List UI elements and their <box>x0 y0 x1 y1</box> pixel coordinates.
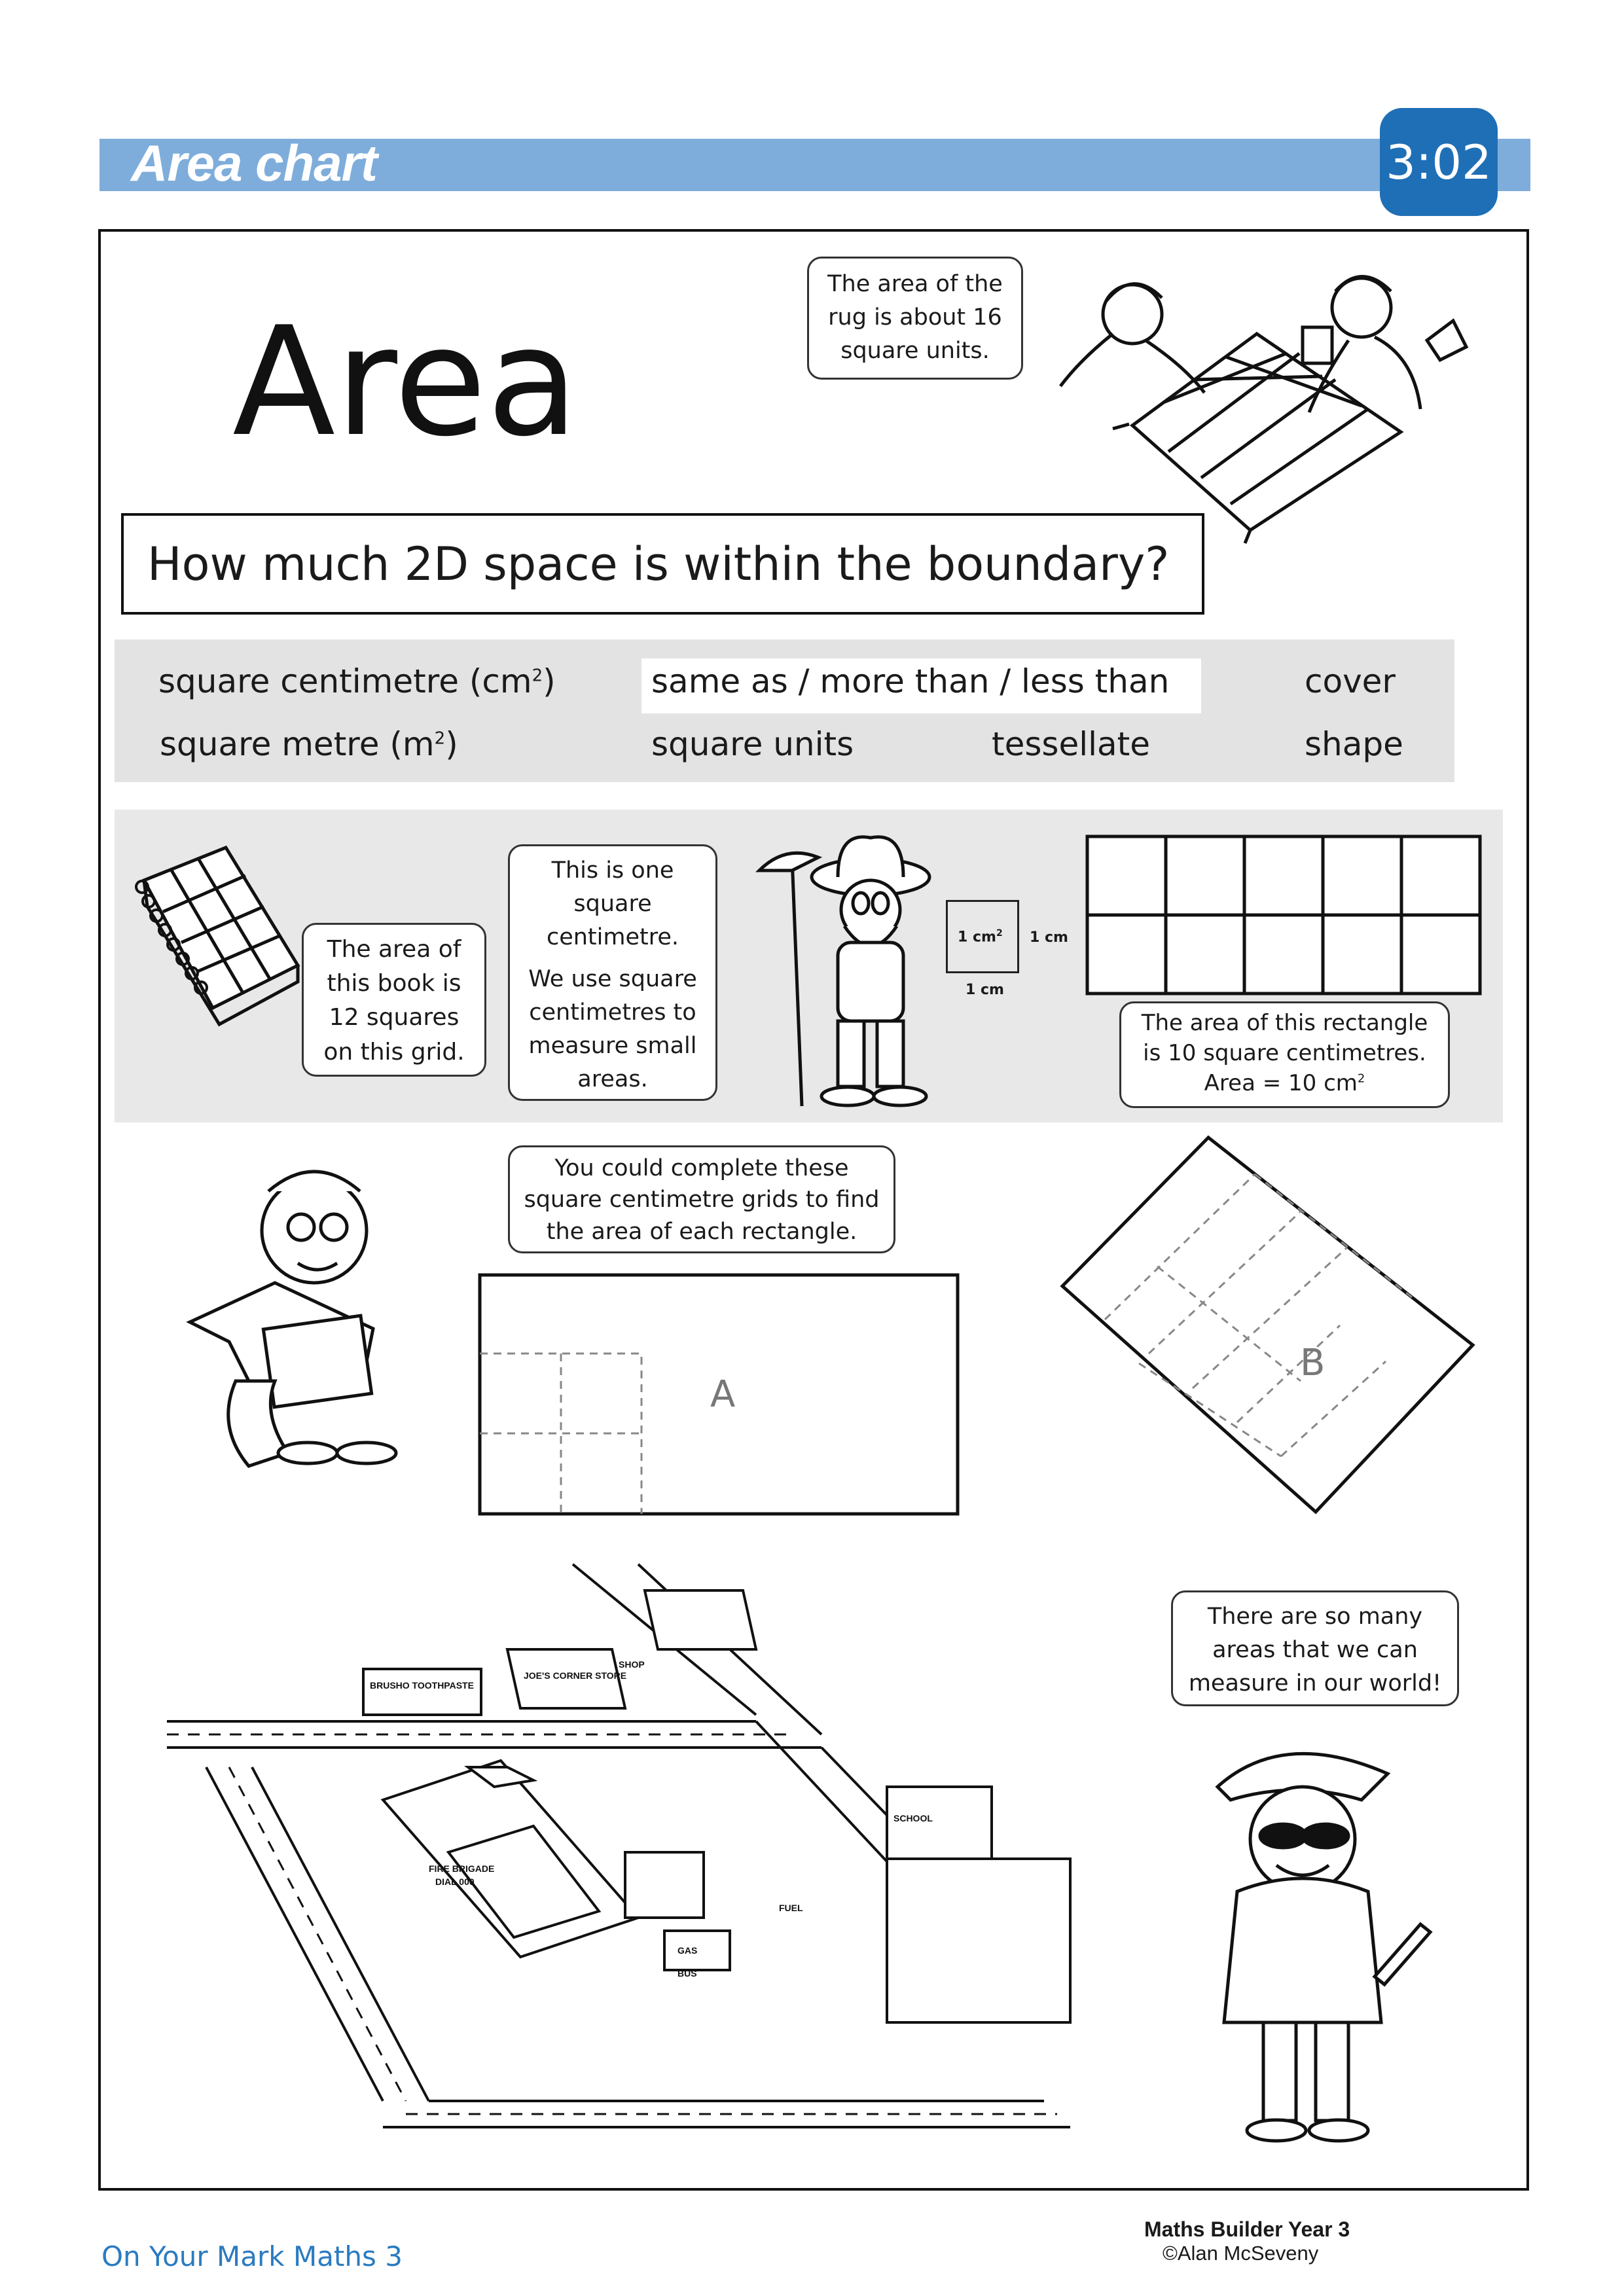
vocab-square-centimetre: square centimetre $(cm^2)$ <box>158 662 556 700</box>
unit-square-bottom-label: 1 cm <box>965 982 1004 998</box>
vocab-square-metre: square metre $(m^2)$ <box>160 725 458 763</box>
question-text: How much 2D space is within the boundary? <box>147 537 1170 591</box>
miner-with-pick-illustration <box>753 831 949 1119</box>
book-speech-bubble: The area of this book is 12 squares on this grid. <box>302 923 486 1077</box>
unit-square-area-label: 1 $cm^2$ <box>958 928 1003 946</box>
sign-fuel: FUEL <box>779 1903 803 1913</box>
sign-shop: SHOP <box>619 1659 645 1670</box>
police-officer-illustration <box>1165 1728 1460 2179</box>
sign-dial-000: DIAL 000 <box>435 1876 475 1887</box>
footer-series-title: On Your Mark Maths 3 <box>101 2240 403 2272</box>
teacher-with-papers-illustration <box>157 1165 452 1479</box>
sign-toothpaste: BRUSHO TOOTHPASTE <box>370 1680 474 1691</box>
vocab-square-units: square units <box>651 725 854 763</box>
unit-square-side-label: 1 cm <box>1030 929 1068 946</box>
sign-school: SCHOOL <box>893 1813 933 1823</box>
question-box <box>121 513 1204 615</box>
area-heading: Area <box>232 295 579 470</box>
vocab-comparison: same as / more than / less than <box>651 662 1170 700</box>
teacher-speech-bubble: You could complete these square centimetre grids to find the area of each rectangle. <box>508 1145 895 1253</box>
square-cm-speech-bubble: This is one square centimetre. We use square centimetres to measure small areas. <box>508 844 717 1101</box>
police-speech-bubble: There are so many areas that we can measure in our world! <box>1171 1590 1459 1706</box>
kids-with-rug-illustration <box>1034 255 1492 517</box>
sign-corner-store: JOE'S CORNER STORE <box>524 1670 627 1681</box>
sign-fire-brigade: FIRE BRIGADE <box>429 1863 495 1874</box>
rug-speech-bubble: The area of the rug is about 16 square units. <box>807 257 1023 380</box>
shape-b-label: B <box>1300 1342 1326 1384</box>
sign-bus: BUS <box>677 1968 697 1979</box>
rectangle-speech-bubble: The area of this rectangle is 10 square centimetres. Area = 10 $cm^2$ <box>1119 1001 1450 1108</box>
spiral-notebook-illustration <box>128 834 324 1037</box>
rectangle-b-grid <box>1060 1136 1479 1515</box>
town-streets-illustration <box>167 1551 1096 2160</box>
page-number-badge: 3:02 <box>1380 108 1498 216</box>
footer-copyright: ©Alan McSeveny <box>1163 2242 1319 2265</box>
sign-gas: GAS <box>677 1945 698 1956</box>
shape-a-label: A <box>710 1373 736 1416</box>
vocab-shape: shape <box>1305 725 1403 763</box>
page-title: Area chart <box>131 134 377 192</box>
ten-square-rectangle <box>1085 834 1485 998</box>
vocab-cover: cover <box>1305 662 1396 700</box>
footer-book-title: Maths Builder Year 3 <box>1144 2217 1350 2241</box>
vocab-tessellate: tessellate <box>992 725 1151 763</box>
